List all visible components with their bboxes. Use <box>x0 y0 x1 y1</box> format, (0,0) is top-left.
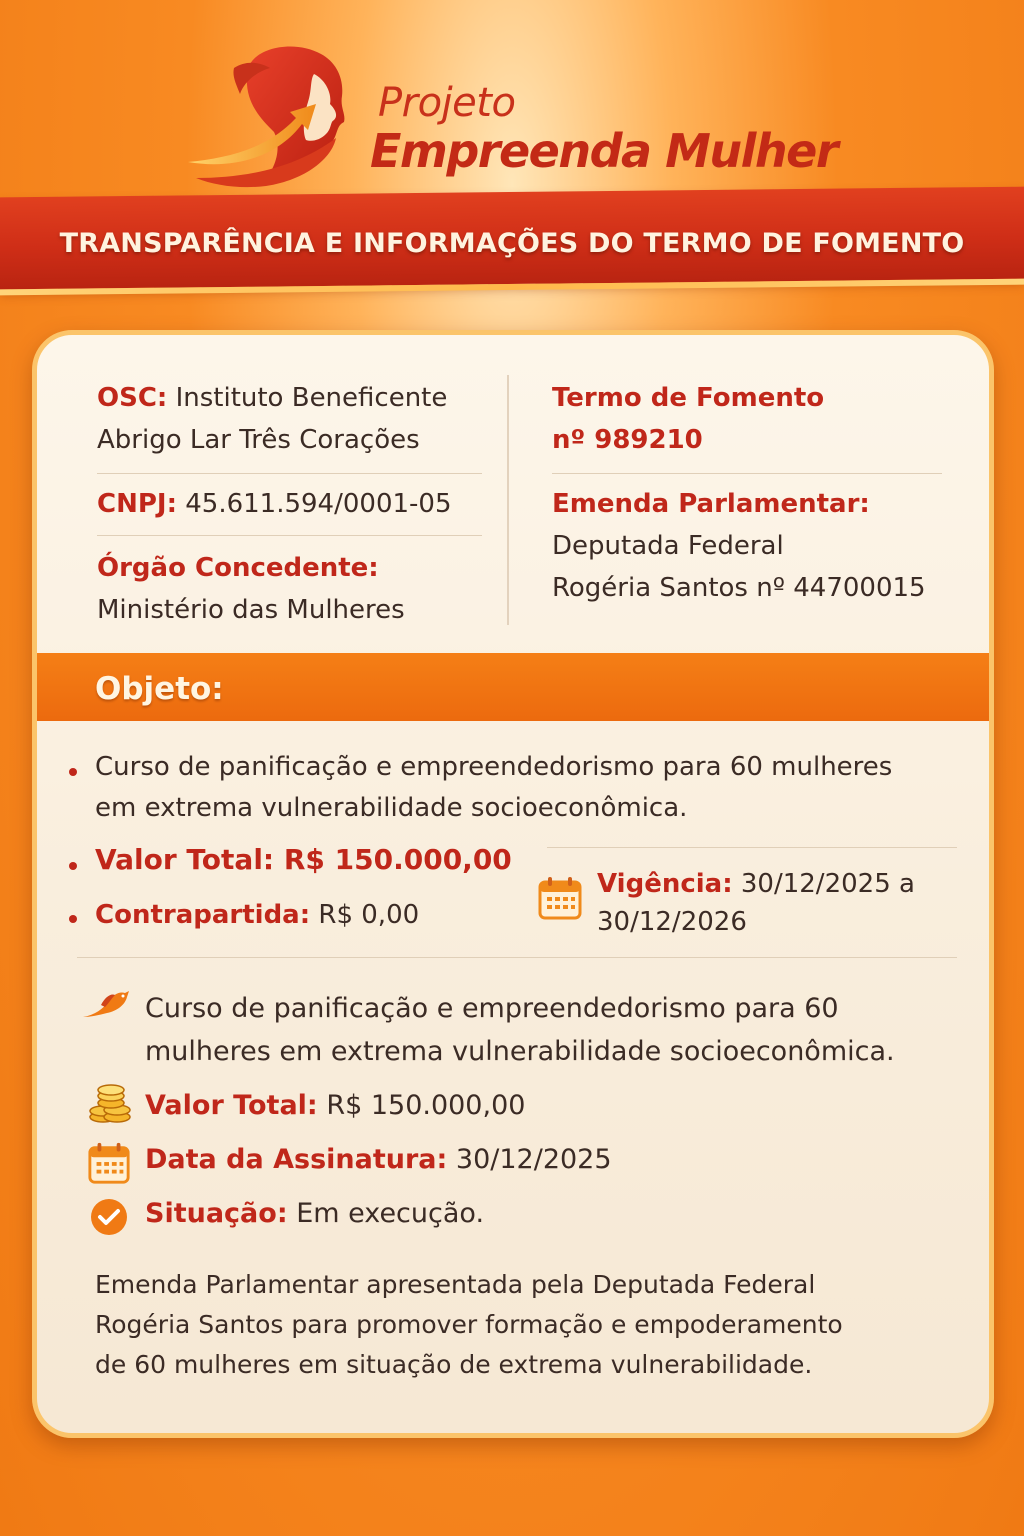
footer-line-1: Emenda Parlamentar apresentada pela Deputada Federal <box>95 1270 816 1299</box>
termo-label-2: nº 989210 <box>552 425 703 455</box>
woman-profile-logo-icon <box>186 38 376 198</box>
divider <box>97 535 482 536</box>
info-card <box>32 330 994 1438</box>
emenda-label: Emenda Parlamentar: <box>552 489 870 519</box>
contrapartida-label: Contrapartida: <box>95 900 311 930</box>
osc-label: OSC: <box>97 383 168 413</box>
cnpj-label: CNPJ: <box>97 489 177 519</box>
footer-line-2: Rogéria Santos para promover formação e empoderamento <box>95 1310 843 1339</box>
data-assinatura-label: Data da Assinatura: <box>145 1144 448 1175</box>
logo-title-text: Empreenda Mulher <box>370 124 838 178</box>
emenda-value-2: Rogéria Santos nº 44700015 <box>552 573 926 603</box>
footer-paragraph <box>95 1265 955 1385</box>
situacao-label: Situação: <box>145 1198 288 1229</box>
cnpj-value: 45.611.594/0001-05 <box>185 489 452 519</box>
objeto-item-line-1: Curso de panificação e empreendedorismo para 60 mulheres <box>95 752 893 782</box>
divider <box>552 473 942 474</box>
curso-line-1: Curso de panificação e empreendedorismo para 60 <box>145 993 839 1024</box>
bullet-icon <box>69 915 77 923</box>
divider <box>547 847 957 848</box>
vigencia-value-2: 30/12/2026 <box>597 907 747 937</box>
logo-projeto-text: Projeto <box>378 80 516 126</box>
vigencia-line-1 <box>597 865 957 903</box>
osc-value-2: Abrigo Lar Três Corações <box>97 425 420 455</box>
bullet-icon <box>69 768 77 776</box>
column-divider <box>507 375 509 625</box>
vigencia-block <box>597 865 957 941</box>
calendar-icon <box>87 1141 131 1185</box>
objeto-item <box>95 747 975 829</box>
situacao-value: Em execução. <box>296 1198 485 1229</box>
bird-icon <box>81 987 131 1021</box>
banner-title: TRANSPARÊNCIA E INFORMAÇÕES DO TERMO DE FOMENTO <box>59 228 965 259</box>
footer-line-3: de 60 mulheres em situação de extrema vulnerabilidade. <box>95 1350 813 1379</box>
valor-total-label: Valor Total: <box>145 1090 318 1121</box>
info-right-column <box>552 377 972 609</box>
curso-description <box>145 987 965 1073</box>
cnpj-line <box>97 483 482 525</box>
osc-line-1 <box>97 377 482 419</box>
vigencia-value-1: 30/12/2025 a <box>740 869 915 899</box>
logo <box>186 38 846 198</box>
objeto-item-line-2: em extrema vulnerabilidade socioeconômica. <box>95 793 688 823</box>
divider <box>77 957 957 958</box>
objeto-title: Objeto: <box>95 671 224 707</box>
contrapartida-line <box>95 895 419 936</box>
valor-total-summary: Valor Total: R$ 150.000,00 <box>95 843 512 876</box>
coins-icon <box>87 1083 133 1125</box>
valor-total-line <box>145 1085 525 1126</box>
info-left-column <box>97 377 482 631</box>
calendar-icon <box>537 875 583 921</box>
termo-label-1: Termo de Fomento <box>552 383 825 413</box>
situacao-line <box>145 1193 484 1234</box>
data-assinatura-line <box>145 1139 612 1180</box>
contrapartida-value: R$ 0,00 <box>318 900 420 930</box>
data-assinatura-value: 30/12/2025 <box>455 1144 612 1175</box>
check-circle-icon <box>89 1197 129 1237</box>
vigencia-label: Vigência: <box>597 869 733 899</box>
curso-line-2: mulheres em extrema vulnerabilidade socioeconômica. <box>145 1036 895 1067</box>
divider <box>97 473 482 474</box>
valor-total-value: R$ 150.000,00 <box>326 1090 526 1121</box>
orgao-value: Ministério das Mulheres <box>97 595 405 625</box>
bullet-icon <box>69 862 77 870</box>
osc-value-1: Instituto Beneficente <box>175 383 448 413</box>
emenda-value-1: Deputada Federal <box>552 531 784 561</box>
orgao-label: Órgão Concedente: <box>97 553 379 583</box>
